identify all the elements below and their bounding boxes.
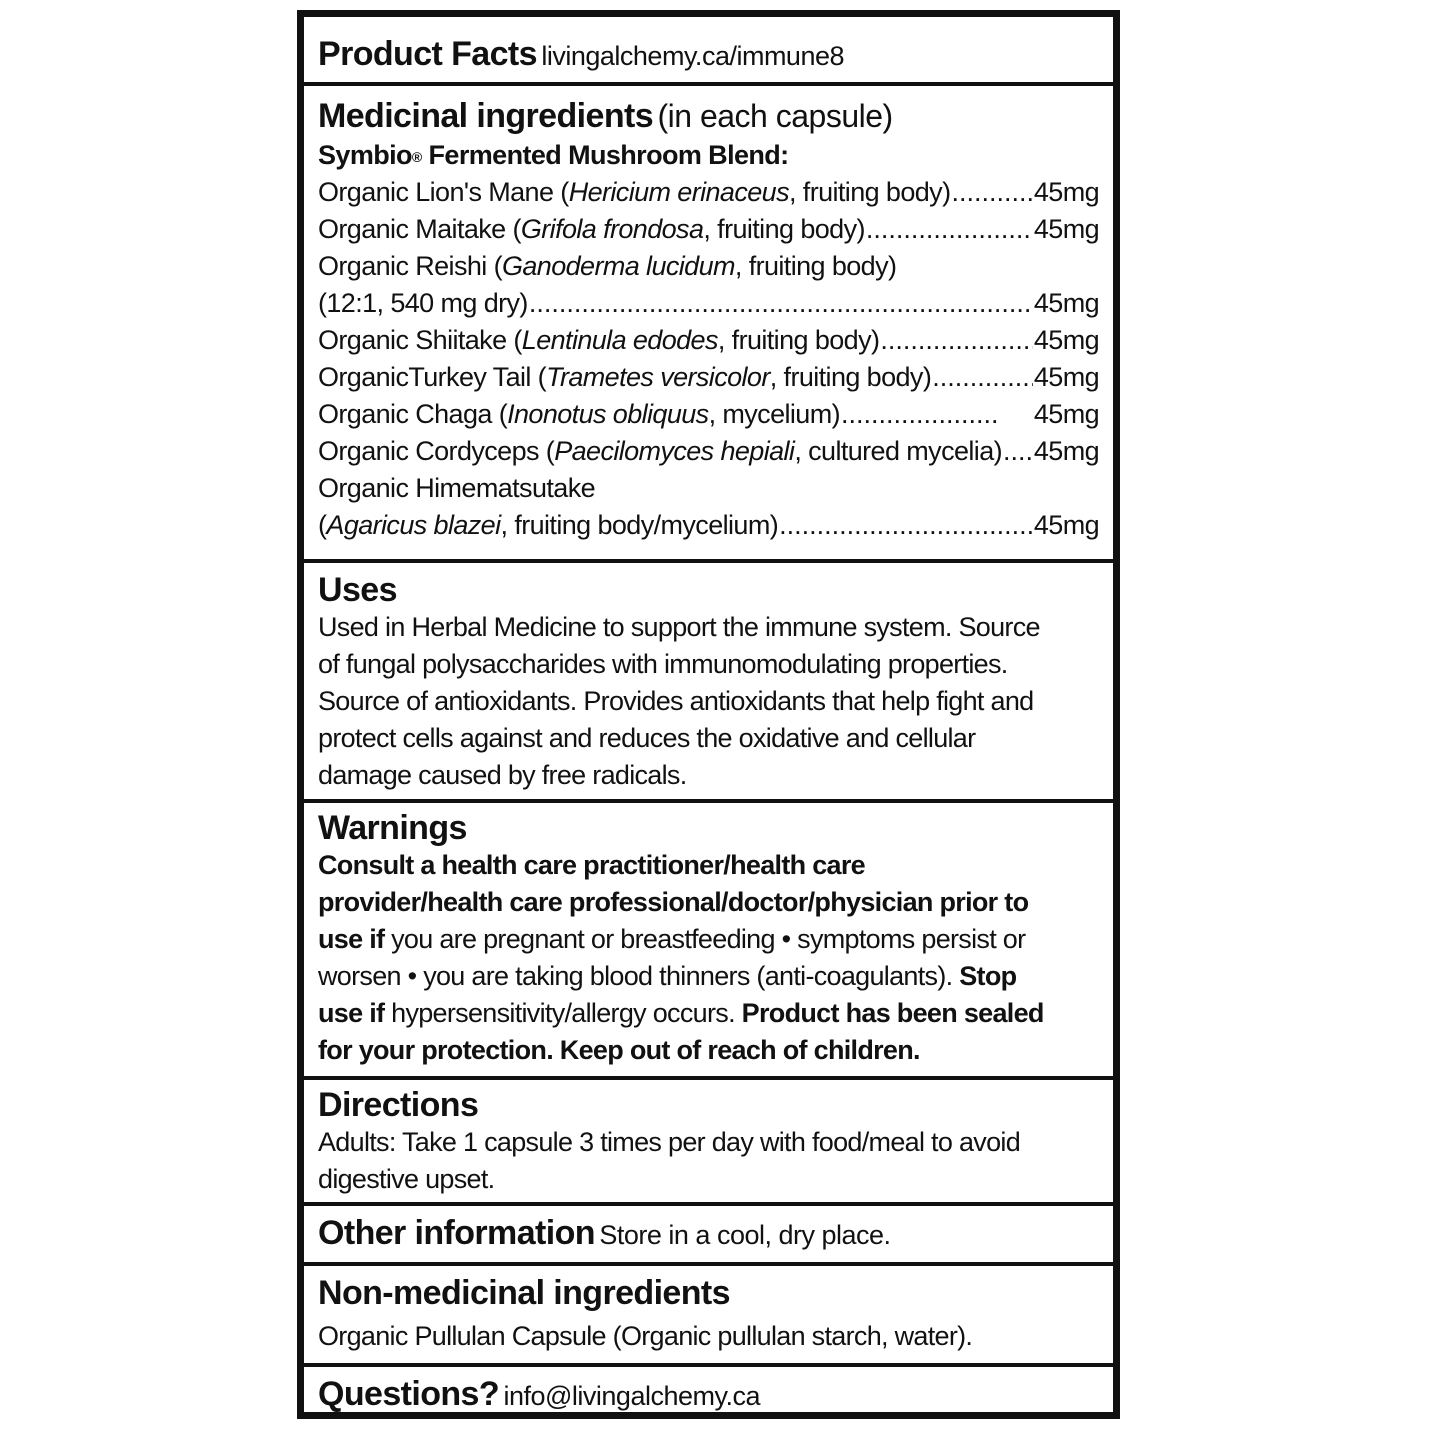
warnings-text: Consult a health care practitioner/health care provider/health care professional/doctor/physician prior to use if you are pregnant or breastfeeding • symptoms persist or worsen • you are taking blood thinners (anti-coagulants). Stop use if hypersensitivity/allergy occurs. Product has been sealed for your protection. Keep out of reach of children.: [318, 850, 1044, 1065]
other-information-section: [304, 1206, 1113, 1266]
medicinal-subtitle: (in each capsule): [657, 98, 893, 134]
ingredient-row: ( Agaricus blazei , fruiting body/mycelium) ..... 45mg: [318, 507, 1113, 544]
questions-section: [304, 1367, 1113, 1419]
nonmed-title: Non-medicinal ingredients: [318, 1274, 730, 1312]
panel-title: Product Facts: [318, 35, 537, 73]
ingredient-row-line1: Organic Himematsutake: [318, 473, 596, 503]
questions-title: Questions?: [318, 1375, 500, 1413]
product-facts-panel: [297, 10, 1120, 1419]
nonmed-text: Organic Pullulan Capsule (Organic pullulan starch, water).: [318, 1321, 973, 1351]
ingredient-row: (12:1, 540 mg dry) ..... 45mg: [318, 285, 1113, 322]
product-url: livingalchemy.ca/immune8: [541, 41, 845, 71]
other-text: Store in a cool, dry place.: [599, 1220, 891, 1250]
medicinal-ingredients-section: [304, 86, 1113, 563]
ingredient-row: Organic Shiitake ( Lentinula edodes , fruiting body) ..... 45mg: [318, 322, 1113, 359]
ingredient-row: Organic Maitake ( Grifola frondosa , fruiting body) ..... 45mg: [318, 211, 1113, 248]
uses-section: [304, 563, 1113, 803]
uses-title: Uses: [318, 571, 397, 609]
ingredient-row: OrganicTurkey Tail ( Trametes versicolor , fruiting body) ..... 45mg: [318, 359, 1113, 396]
contact-email[interactable]: info@livingalchemy.ca: [503, 1381, 761, 1411]
warnings-title: Warnings: [318, 809, 467, 847]
medicinal-title: Medicinal ingredients: [318, 97, 654, 135]
header-section: [304, 17, 1113, 86]
directions-text: Adults: Take 1 capsule 3 times per day with food/meal to avoid digestive upset.: [318, 1127, 1021, 1194]
directions-title: Directions: [318, 1086, 479, 1124]
warnings-section: [304, 803, 1113, 1080]
ingredient-row: Organic Chaga ( Inonotus obliquus , mycelium) ..... 45mg: [318, 396, 1113, 433]
ingredient-row-line1: Organic Reishi ( Ganoderma lucidum , fruiting body): [318, 251, 897, 281]
non-medicinal-section: [304, 1266, 1113, 1367]
uses-text: Used in Herbal Medicine to support the immune system. Source of fungal polysaccharides with immunomodulating properties. Source of antioxidants. Provides antioxidants that help fight and protect cells against and reduces the oxidative and cellular damage caused by free radicals.: [318, 612, 1040, 790]
directions-section: [304, 1080, 1113, 1206]
blend-name: Symbio® Fermented Mushroom Blend:: [318, 140, 789, 170]
ingredient-row: Organic Cordyceps ( Paecilomyces hepiali , cultured mycelia) ..... 45mg: [318, 433, 1113, 470]
other-title: Other information: [318, 1214, 595, 1252]
ingredient-row: Organic Lion's Mane ( Hericium erinaceus , fruiting body) ..... 45mg: [318, 174, 1113, 211]
